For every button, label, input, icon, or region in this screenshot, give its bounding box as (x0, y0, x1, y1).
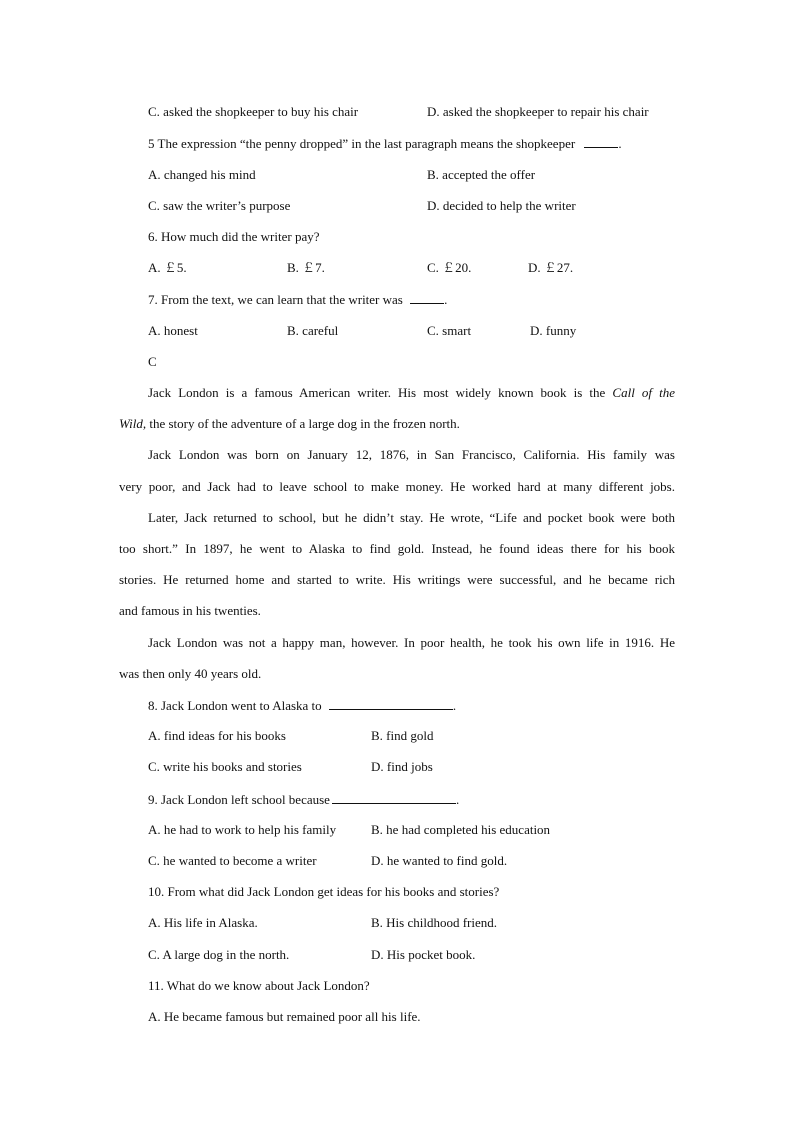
period: . (618, 136, 622, 151)
q7-option-a: A. honest (148, 323, 198, 338)
q9-stem: 9. Jack London left school because (148, 792, 330, 807)
q6-option-b: B. ￡7. (287, 260, 325, 275)
q8-option-a: A. find ideas for his books (148, 728, 286, 743)
q9-option-b: B. he had completed his education (371, 822, 551, 837)
q8-question (148, 697, 456, 714)
q7-option-d: D. funny (530, 323, 577, 338)
q4-option-c: C. asked the shopkeeper to buy his chair (148, 104, 359, 119)
q8-option-c: C. write his books and stories (148, 759, 302, 774)
passage-p4-line1: Jack London was not a happy man, however. In poor health, he took his own life in 1916. He (148, 635, 675, 650)
q7-option-c: C. smart (427, 323, 472, 338)
q10-option-d: D. His pocket book. (371, 947, 476, 962)
passage-p3-line3: stories. He returned home and started to write. His writings were successful, and he became rich (119, 572, 675, 587)
q8-stem: 8. Jack London went to Alaska to (148, 698, 322, 713)
q7-question (148, 291, 447, 308)
q8-option-d: D. find jobs (371, 759, 433, 774)
q5-option-c: C. saw the writer’s purpose (148, 198, 291, 213)
q10-option-a: A. His life in Alaska. (148, 915, 258, 930)
period: . (452, 698, 457, 713)
passage-text: the story of the adventure of a large dog in the frozen north. (149, 416, 460, 431)
q5-option-d: D. decided to help the writer (427, 198, 576, 213)
q5-stem: 5 The expression “the penny dropped” in the last paragraph means the shopkeeper (148, 136, 576, 151)
passage-p3-line4: and famous in his twenties. (119, 603, 261, 618)
period: . (455, 792, 460, 807)
passage-p4-line2: was then only 40 years old. (119, 666, 262, 681)
book-title: Wild, (119, 416, 147, 431)
q4-option-d: D. asked the shopkeeper to repair his chair (427, 104, 649, 119)
q7-option-b: B. careful (287, 323, 339, 338)
q9-option-a: A. he had to work to help his family (148, 822, 337, 837)
q7-stem: 7. From the text, we can learn that the writer was (148, 292, 403, 307)
answer-blank (584, 135, 618, 148)
passage-p3-line2: too short.” In 1897, he went to Alaska to find gold. Instead, he found ideas there for his book (119, 541, 675, 556)
answer-blank (410, 291, 444, 304)
q10-option-b: B. His childhood friend. (371, 915, 498, 930)
passage-p2-line2: very poor, and Jack had to leave school to make money. He worked hard at many different jobs. (119, 479, 675, 494)
q5-question (148, 135, 622, 152)
q9-question (148, 791, 459, 808)
q9-option-d: D. he wanted to find gold. (371, 853, 508, 868)
passage-p2-line1: Jack London was born on January 12, 1876, in San Francisco, California. His family was (148, 447, 675, 462)
q5-option-b: B. accepted the offer (427, 167, 536, 182)
passage-p1-line2 (119, 416, 460, 432)
q10-question: 10. From what did Jack London get ideas for his books and stories? (148, 884, 500, 899)
q11-option-a: A. He became famous but remained poor all his life. (148, 1009, 421, 1024)
q8-option-b: B. find gold (371, 728, 434, 743)
answer-blank (329, 697, 453, 710)
q5-option-a: A. changed his mind (148, 167, 256, 182)
q11-question: 11. What do we know about Jack London? (148, 978, 370, 993)
passage-p3-line1: Later, Jack returned to school, but he didn’t stay. He wrote, “Life and pocket book were both (148, 510, 675, 525)
q9-option-c: C. he wanted to become a writer (148, 853, 317, 868)
period: . (444, 292, 448, 307)
answer-blank (332, 791, 456, 804)
section-c-heading: C (148, 354, 157, 369)
book-title: Call of the (612, 385, 676, 400)
q6-option-d: D. ￡27. (528, 260, 574, 275)
q10-option-c: C. A large dog in the north. (148, 947, 290, 962)
q6-option-a: A. ￡5. (148, 260, 187, 275)
passage-text: Jack London is a famous American writer. His most widely known book is the (148, 385, 606, 400)
passage-p1-line1 (148, 385, 675, 401)
q6-option-c: C. ￡20. (427, 260, 472, 275)
q6-question: 6. How much did the writer pay? (148, 229, 320, 244)
